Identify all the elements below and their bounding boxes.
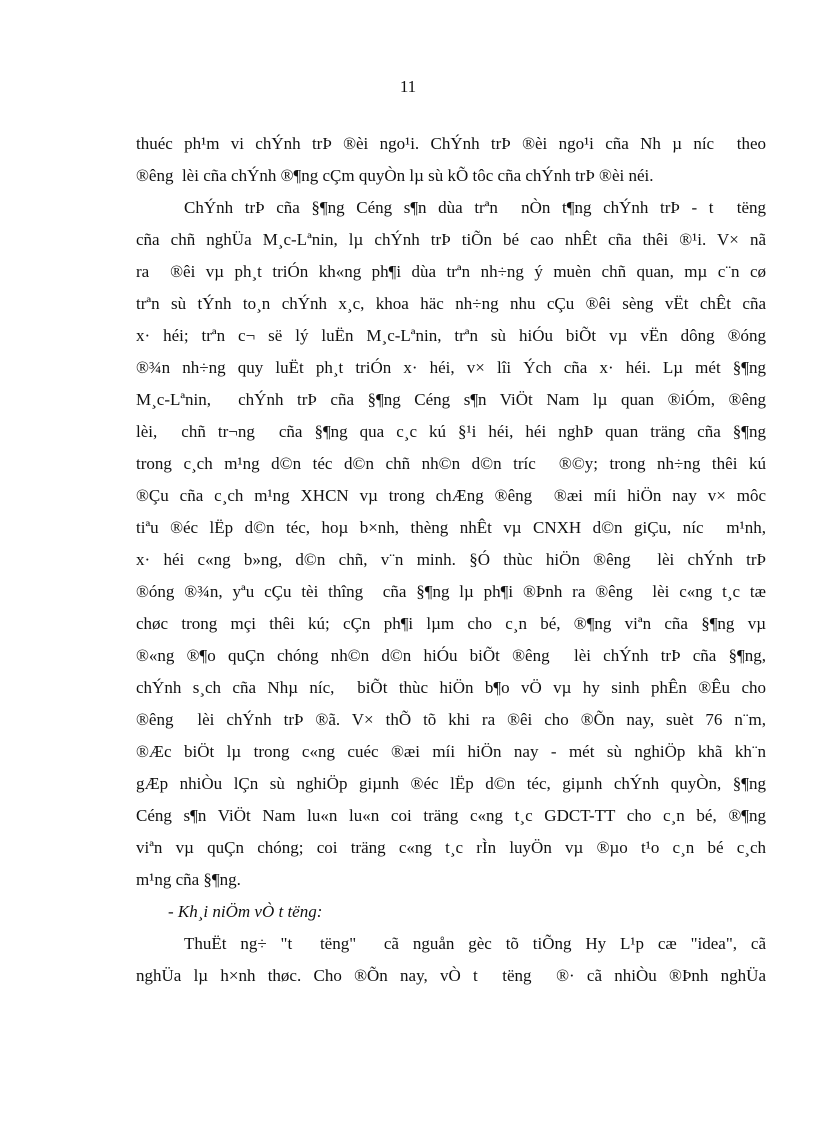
text-line: viªn vµ quÇn chóng; coi träng c«ng t¸c rÌn luyÖn vµ ®µo t¹o c¸n bé c¸ch xyxy=(136,838,766,857)
section-heading: - Kh¸i niÖm vÒ t tëng: xyxy=(168,902,323,921)
text-line: Céng s¶n ViÖt Nam lu«n lu«n coi träng c«ng t¸c GDCT-TT cho c¸n bé, ®¶ng xyxy=(136,806,766,825)
text-line: thuéc ph¹m vi chÝnh trÞ ®èi ngo¹i. ChÝnh trÞ ®èi ngo¹i cña Nh µ níc theo xyxy=(136,134,766,153)
text-line: x· héi; trªn c¬ së lý luËn M¸c-Lªnin, trªn sù hiÓu biÕt vµ vËn dông ®óng xyxy=(136,326,766,345)
text-line: cña chñ nghÜa M¸c-Lªnin, lµ chÝnh trÞ tiÕn bé cao nhÊt cña thêi ®¹i. V× nã xyxy=(136,230,766,249)
text-line: M¸c-Lªnin, chÝnh trÞ cña §¶ng Céng s¶n ViÖt Nam lµ quan ®iÓm, ®êng xyxy=(136,390,766,409)
text-line: tiªu ®éc lËp d©n téc, hoµ b×nh, thèng nhÊt vµ CNXH d©n giÇu, níc m¹nh, xyxy=(136,518,766,537)
text-line: ®êng lèi cña chÝnh ®¶ng cÇm quyÒn lµ sù kÕ tôc cña chÝnh trÞ ®èi néi. xyxy=(136,166,654,185)
text-line: ®óng ®¾n, yªu cÇu tèi thîng cña §¶ng lµ ph¶i ®Þnh ra ®êng lèi c«ng t¸c tæ xyxy=(136,582,766,601)
text-line: x· héi c«ng b»ng, d©n chñ, v¨n minh. §Ó thùc hiÖn ®êng lèi chÝnh trÞ xyxy=(136,550,766,569)
text-line: gÆp nhiÒu lÇn sù nghiÖp giµnh ®éc lËp d©n téc, giµnh chÝnh quyÒn, §¶ng xyxy=(136,774,766,793)
text-line: ®¾n nh÷ng quy luËt ph¸t triÓn x· héi, v× lîi Ých cña x· héi. Lµ mét §¶ng xyxy=(136,358,766,377)
page-number: 11 xyxy=(399,77,417,96)
text-line: chøc trong mçi thêi kú; cÇn ph¶i lµm cho c¸n bé, ®¶ng viªn cña §¶ng vµ xyxy=(136,614,766,633)
text-line: ra ®êi vµ ph¸t triÓn kh«ng ph¶i dùa trªn nh÷ng ý muèn chñ quan, mµ c¨n cø xyxy=(136,262,766,281)
text-line: chÝnh s¸ch cña Nhµ níc, biÕt thùc hiÖn b¶o vÖ vµ hy sinh phÊn ®Êu cho xyxy=(136,678,766,697)
body-text xyxy=(136,128,766,992)
text-line: ThuËt ng÷ "t tëng" cã nguån gèc tõ tiÕng Hy L¹p cæ "idea", cã xyxy=(184,934,766,953)
text-line: ®êng lèi chÝnh trÞ ®ã. V× thÕ tõ khi ra ®êi cho ®Õn nay, suèt 76 n¨m, xyxy=(136,710,766,729)
text-line: trong c¸ch m¹ng d©n téc d©n chñ nh©n d©n tríc ®©y; trong nh÷ng thêi kú xyxy=(136,454,766,473)
text-line: ®Çu cña c¸ch m¹ng XHCN vµ trong chÆng ®êng ®æi míi hiÖn nay v× môc xyxy=(136,486,766,505)
text-line: ®«ng ®¶o quÇn chóng nh©n d©n hiÓu biÕt ®êng lèi chÝnh trÞ cña §¶ng, xyxy=(136,646,766,665)
text-line: ChÝnh trÞ cña §¶ng Céng s¶n dùa trªn nÒn t¶ng chÝnh trÞ - t tëng xyxy=(184,198,766,217)
text-line: m¹ng cña §¶ng. xyxy=(136,870,241,889)
text-line: trªn sù tÝnh to¸n chÝnh x¸c, khoa häc nh÷ng nhu cÇu ®êi sèng vËt chÊt cña xyxy=(136,294,766,313)
text-line: nghÜa lµ h×nh thøc. Cho ®Õn nay, vÒ t tëng ®· cã nhiÒu ®Þnh nghÜa xyxy=(136,966,766,985)
text-line: ®Æc biÖt lµ trong c«ng cuéc ®æi míi hiÖn nay - mét sù nghiÖp khã kh¨n xyxy=(136,742,766,761)
text-line: lèi, chñ tr¬ng cña §¶ng qua c¸c kú §¹i héi, héi nghÞ quan träng cña §¶ng xyxy=(136,422,766,441)
